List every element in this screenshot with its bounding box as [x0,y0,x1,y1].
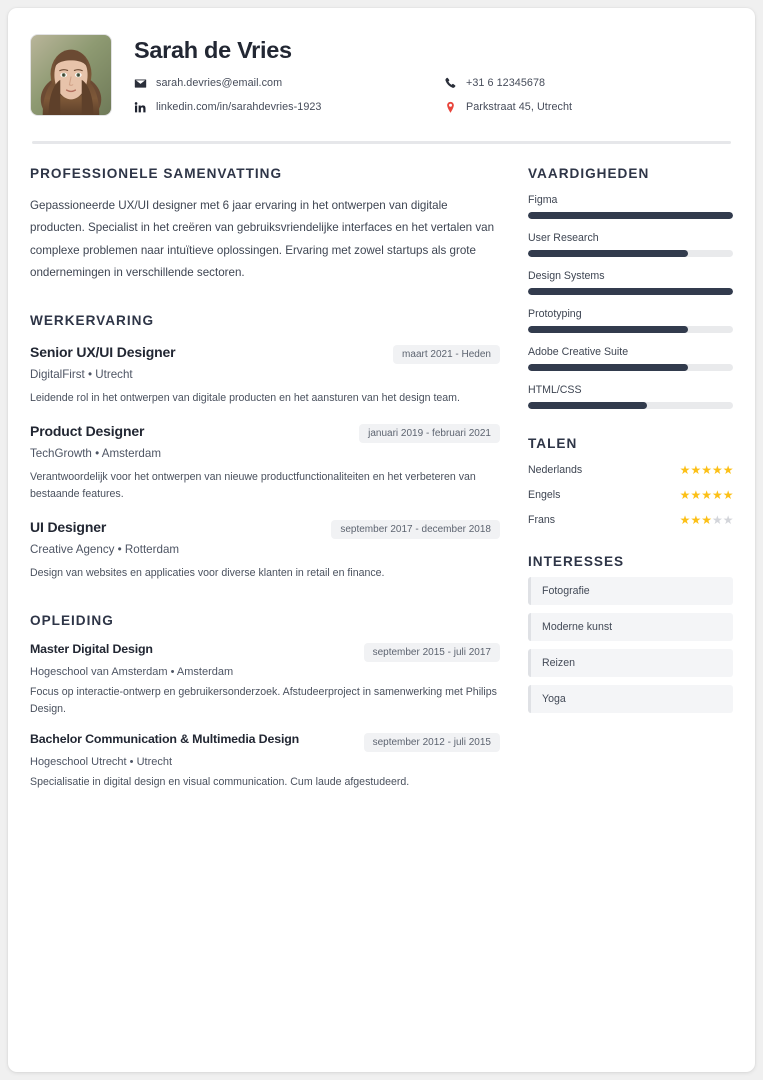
job-date: september 2017 - december 2018 [331,520,500,539]
job-title: Product Designer [30,423,145,440]
star-icon: ★ [722,488,733,502]
skill-bar-track [528,326,733,333]
school-name: Hogeschool van Amsterdam • Amsterdam [30,665,234,678]
skill-item [528,346,733,371]
skill-item [528,384,733,409]
skill-bar-track [528,402,733,409]
interest-item: Fotografie [528,577,733,605]
star-icon: ★ [711,463,723,477]
contact-linkedin[interactable] [134,101,444,114]
job-title: Senior UX/UI Designer [30,344,176,360]
skill-label: HTML/CSS [528,384,582,396]
skill-bar-fill [528,364,688,371]
skill-bar-fill [528,326,688,333]
resume-header [30,28,733,116]
language-rating [680,489,733,501]
star-icon: ★ [690,463,701,477]
skill-bar-fill [528,402,647,409]
main-column [30,166,500,791]
star-icon: ★ [690,513,701,527]
summary-text: Gepassioneerde UX/UI designer met 6 jaar ervaring in het ontwerpen van digitale producten. Specialist in het creëren van gebruiksvriendelijke interfaces en het vertalen van complexe problemen naar intuïtieve oplossingen. Ervaring met zowel startups als grote ondernemingen in verschillende sectoren. [30,199,495,279]
language-rating [680,464,733,476]
skill-label: Prototyping [528,308,582,320]
star-icon: ★ [722,513,733,527]
skill-label: Figma [528,194,558,206]
star-icon: ★ [679,488,690,502]
section-title-experience: WERKERVARING [30,313,155,328]
language-item [528,464,733,476]
avatar [30,34,112,116]
contact-email[interactable] [134,77,444,90]
skill-bar-track [528,212,733,219]
job-description: Leidende rol in het ontwerpen van digitale producten en het aansturen van het design team. [30,392,460,404]
skill-label: Design Systems [528,270,605,282]
education-item [30,642,500,718]
degree-description: Focus op interactie-ontwerp en gebruikersonderzoek. Afstudeerproject in samenwerking met Philips Design. [30,685,497,715]
star-icon: ★ [701,488,712,502]
star-icon: ★ [701,463,712,477]
phone-icon [444,77,457,90]
job-date: januari 2019 - februari 2021 [359,424,500,443]
contact-location [444,101,733,114]
experience-item [30,344,500,407]
language-label: Engels [528,489,561,501]
degree-title: Master Digital Design [30,641,153,656]
degree-description: Specialisatie in digital design en visual communication. Cum laude afgestudeerd. [30,775,410,788]
experience-item [30,423,500,503]
job-company: Creative Agency • Rotterdam [30,543,180,557]
school-name: Hogeschool Utrecht • Utrecht [30,755,173,768]
skill-item [528,194,733,219]
candidate-name: Sarah de Vries [134,37,292,63]
experience-item [30,519,500,582]
degree-date: september 2015 - juli 2017 [364,643,500,662]
resume-page [8,8,755,1072]
skill-bar-track [528,250,733,257]
skill-item [528,270,733,295]
email-icon [134,77,147,90]
skill-item [528,232,733,257]
linkedin-text: linkedin.com/in/sarahdevries-1923 [156,101,322,114]
location-text: Parkstraat 45, Utrecht [466,101,573,114]
section-title-education: OPLEIDING [30,612,114,628]
language-rating [680,514,733,526]
phone-text: +31 6 12345678 [466,77,546,90]
star-icon: ★ [722,463,733,477]
job-description: Design van websites en applicaties voor diverse klanten in retail en finance. [30,567,385,580]
star-icon: ★ [711,488,723,502]
skill-item [528,308,733,333]
language-label: Frans [528,514,556,526]
interest-item: Yoga [528,685,733,713]
degree-date: september 2012 - juli 2015 [364,733,500,752]
star-icon: ★ [679,513,690,527]
job-date: maart 2021 - Heden [393,345,500,364]
interest-item: Reizen [528,649,733,677]
contact-info [134,77,733,114]
location-icon [444,101,457,114]
language-item [528,514,733,526]
skill-label: User Research [528,232,599,244]
section-title-interests: INTERESSES [528,554,625,569]
linkedin-icon [134,101,147,114]
star-icon: ★ [711,513,723,527]
star-icon: ★ [701,513,712,527]
job-description: Verantwoordelijk voor het ontwerpen van nieuwe productfunctionaliteiten en het verbeteren van bestaande features. [30,471,476,501]
star-icon: ★ [690,488,701,502]
email-text: sarah.devries@email.com [156,77,283,90]
job-title: UI Designer [30,519,107,536]
language-item [528,489,733,501]
job-company: TechGrowth • Amsterdam [30,447,161,461]
skill-bar-track [528,364,733,371]
skill-label: Adobe Creative Suite [528,346,629,358]
sidebar-column [518,166,733,791]
section-title-summary: PROFESSIONELE SAMENVATTING [30,166,283,181]
language-label: Nederlands [528,464,583,476]
job-company: DigitalFirst • Utrecht [30,368,133,381]
interest-item: Moderne kunst [528,613,733,641]
skill-bar-fill [528,250,688,257]
skill-bar-track [528,288,733,295]
contact-phone[interactable] [444,77,733,90]
section-title-skills: VAARDIGHEDEN [528,166,650,181]
skill-bar-fill [528,212,733,219]
star-icon: ★ [679,463,690,477]
education-item [30,732,500,791]
degree-title: Bachelor Communication & Multimedia Design [30,731,300,746]
section-title-languages: TALEN [528,436,578,451]
skill-bar-fill [528,288,733,295]
